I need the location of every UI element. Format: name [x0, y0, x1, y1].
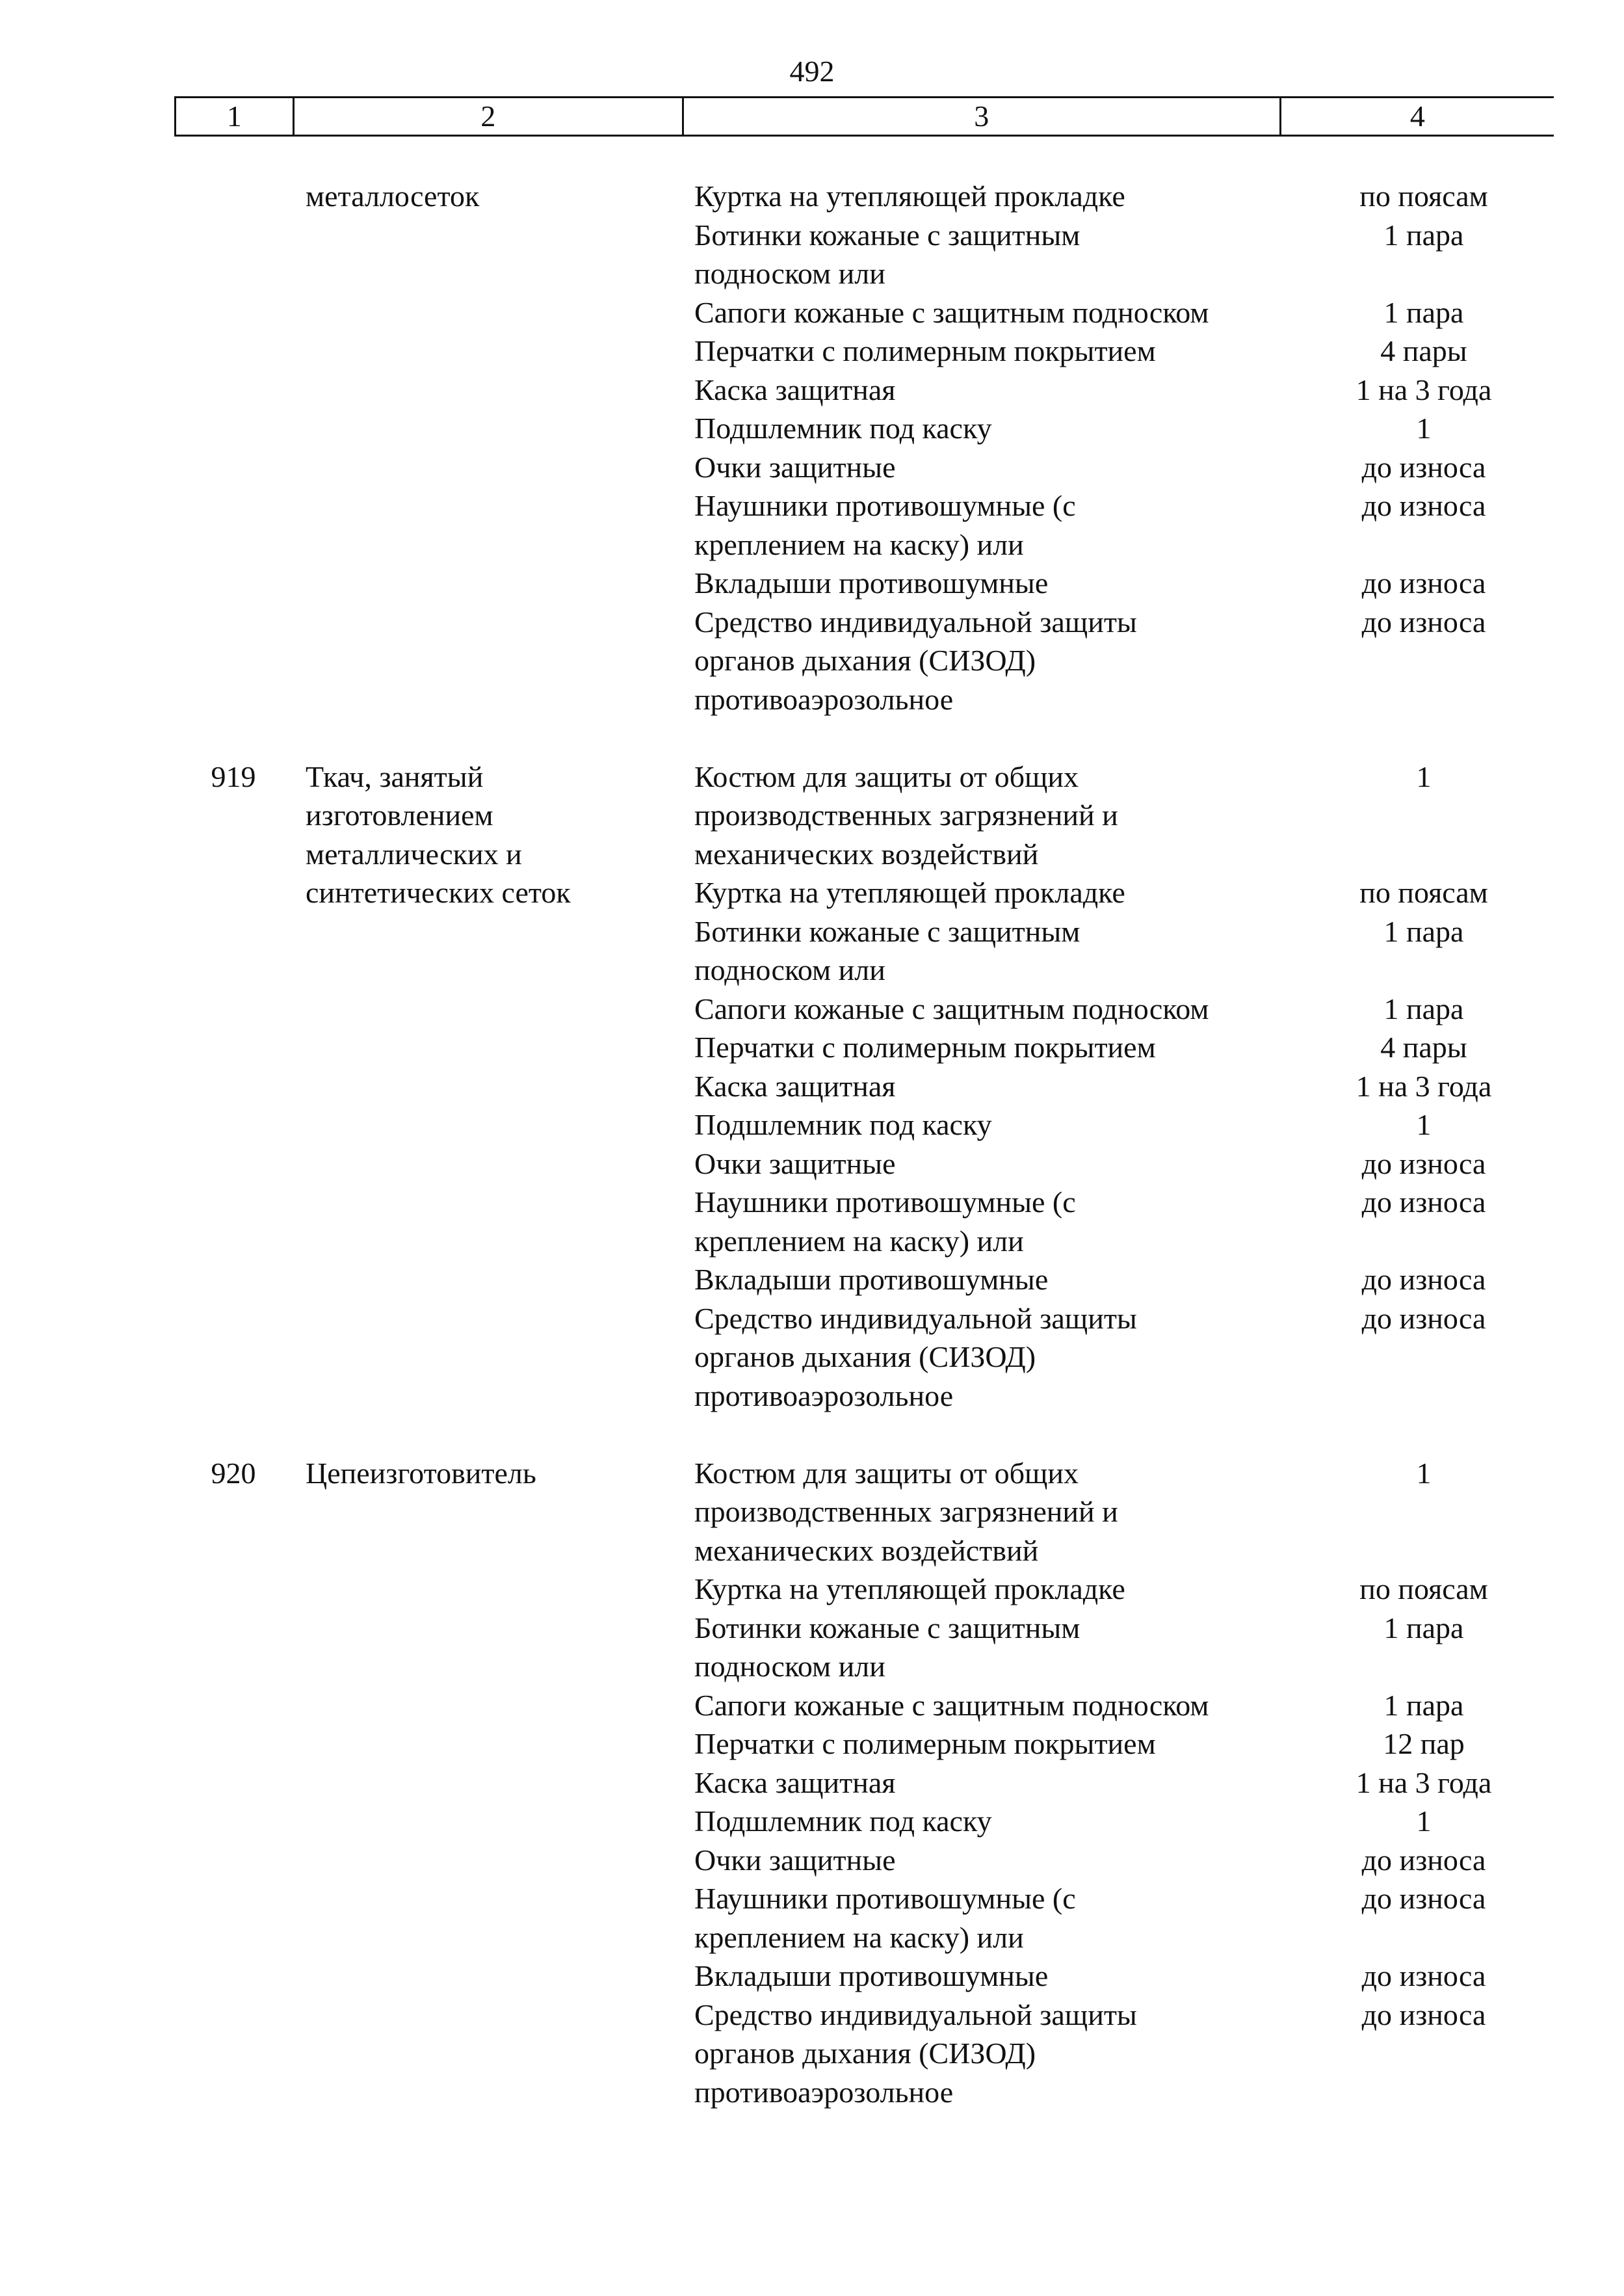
ppe-item-norm: 1 пара	[1383, 218, 1464, 252]
ppe-item-norm: 1 на 3 года	[1356, 1765, 1492, 1799]
ppe-item-norm: до износа	[1361, 1998, 1486, 2031]
ppe-item-name: Средство индивидуальной защиты органов дыхания (СИЗОД) противоаэрозольное	[694, 1301, 1137, 1412]
row-number: 919	[211, 759, 256, 793]
ppe-item-name: Куртка на утепляющей прокладке	[694, 179, 1125, 213]
ppe-item-name: Подшлемник под каску	[694, 412, 992, 445]
ppe-item-name: Наушники противошумные (с креплением на каску) или	[694, 489, 1076, 561]
ppe-item-name: Сапоги кожаные с защитным подноском	[694, 992, 1209, 1025]
profession-name: Ткач, занятый изготовлением металлических и синтетических сеток	[306, 759, 571, 909]
ppe-item-name: Сапоги кожаные с защитным подноском	[694, 1688, 1209, 1722]
ppe-item-name: Средство индивидуальной защиты органов дыхания (СИЗОД) противоаэрозольное	[694, 1998, 1137, 2109]
ppe-item-norm: 1 пара	[1383, 992, 1464, 1025]
ppe-item-name: Куртка на утепляющей прокладке	[694, 876, 1125, 909]
ppe-item-norm: до износа	[1361, 450, 1486, 484]
ppe-item-name: Подшлемник под каску	[694, 1108, 992, 1141]
ppe-item-norm: до износа	[1361, 1843, 1486, 1877]
ppe-item-name: Очки защитные	[694, 1146, 896, 1180]
ppe-item-name: Вкладыши противошумные	[694, 1263, 1049, 1296]
column-header-row	[174, 96, 1554, 137]
ppe-item-norm: 1	[1416, 759, 1432, 793]
ppe-item-norm: 4 пары	[1380, 1031, 1467, 1064]
page-number: 492	[789, 55, 835, 88]
ppe-item-norm: 1	[1416, 1108, 1432, 1141]
ppe-item-name: Сапоги кожаные с защитным подноском	[694, 295, 1209, 329]
ppe-item-name: Ботинки кожаные с защитным подноском или	[694, 218, 1080, 290]
ppe-item-name: Ботинки кожаные с защитным подноском или	[694, 914, 1080, 986]
ppe-item-name: Средство индивидуальной защиты органов дыхания (СИЗОД) противоаэрозольное	[694, 605, 1137, 716]
ppe-item-norm: 1	[1416, 1804, 1432, 1838]
ppe-item-norm: до износа	[1361, 1301, 1486, 1335]
ppe-item-norm: 1 на 3 года	[1356, 373, 1492, 406]
ppe-item-norm: до износа	[1361, 1882, 1486, 1915]
ppe-item-norm: 1 на 3 года	[1356, 1069, 1492, 1103]
ppe-item-name: Перчатки с полимерным покрытием	[694, 334, 1156, 367]
ppe-item-norm: 12 пар	[1383, 1727, 1465, 1760]
column-header-4: 4	[1409, 99, 1425, 133]
ppe-item-name: Наушники противошумные (с креплением на каску) или	[694, 1185, 1076, 1258]
ppe-item-name: Очки защитные	[694, 1843, 896, 1877]
row-number: 920	[211, 1456, 256, 1490]
profession-name: металлосеток	[306, 179, 480, 213]
ppe-item-name: Куртка на утепляющей прокладке	[694, 1572, 1125, 1605]
ppe-item-norm: по поясам	[1359, 179, 1488, 213]
ppe-item-norm: до износа	[1361, 605, 1486, 639]
column-header-1: 1	[176, 98, 295, 135]
column-header-2: 2	[295, 98, 684, 135]
ppe-item-name: Очки защитные	[694, 450, 896, 484]
ppe-item-name: Ботинки кожаные с защитным подноском или	[694, 1611, 1080, 1683]
ppe-item-name: Перчатки с полимерным покрытием	[694, 1727, 1156, 1760]
ppe-item-norm: до износа	[1361, 566, 1486, 600]
ppe-item-name: Каска защитная	[694, 1069, 896, 1103]
ppe-item-norm: 1	[1416, 1456, 1432, 1490]
ppe-item-norm: 1 пара	[1383, 1688, 1464, 1722]
ppe-item-norm: по поясам	[1359, 876, 1488, 909]
ppe-item-name: Каска защитная	[694, 1765, 896, 1799]
ppe-item-name: Вкладыши противошумные	[694, 566, 1049, 600]
ppe-item-name: Наушники противошумные (с креплением на каску) или	[694, 1882, 1076, 1954]
ppe-item-norm: 1 пара	[1383, 914, 1464, 948]
ppe-item-name: Подшлемник под каску	[694, 1804, 992, 1838]
ppe-item-name: Вкладыши противошумные	[694, 1959, 1049, 1992]
ppe-item-norm: до износа	[1361, 489, 1486, 522]
ppe-item-norm: по поясам	[1359, 1572, 1488, 1605]
profession-name: Цепеизготовитель	[306, 1456, 536, 1490]
ppe-item-name: Перчатки с полимерным покрытием	[694, 1031, 1156, 1064]
column-header-3: 3	[684, 98, 1281, 135]
ppe-item-name: Костюм для защиты от общих производственных загрязнений и механических воздействий	[694, 759, 1118, 871]
ppe-item-name: Каска защитная	[694, 373, 896, 406]
ppe-item-norm: 1 пара	[1383, 1611, 1464, 1644]
ppe-item-norm: до износа	[1361, 1959, 1486, 1992]
ppe-item-norm: 1	[1416, 412, 1432, 445]
ppe-item-norm: до износа	[1361, 1146, 1486, 1180]
ppe-item-norm: до износа	[1361, 1185, 1486, 1219]
ppe-item-norm: 4 пары	[1380, 334, 1467, 367]
ppe-item-name: Костюм для защиты от общих производственных загрязнений и механических воздействий	[694, 1456, 1118, 1567]
ppe-item-norm: 1 пара	[1383, 295, 1464, 329]
ppe-item-norm: до износа	[1361, 1263, 1486, 1296]
